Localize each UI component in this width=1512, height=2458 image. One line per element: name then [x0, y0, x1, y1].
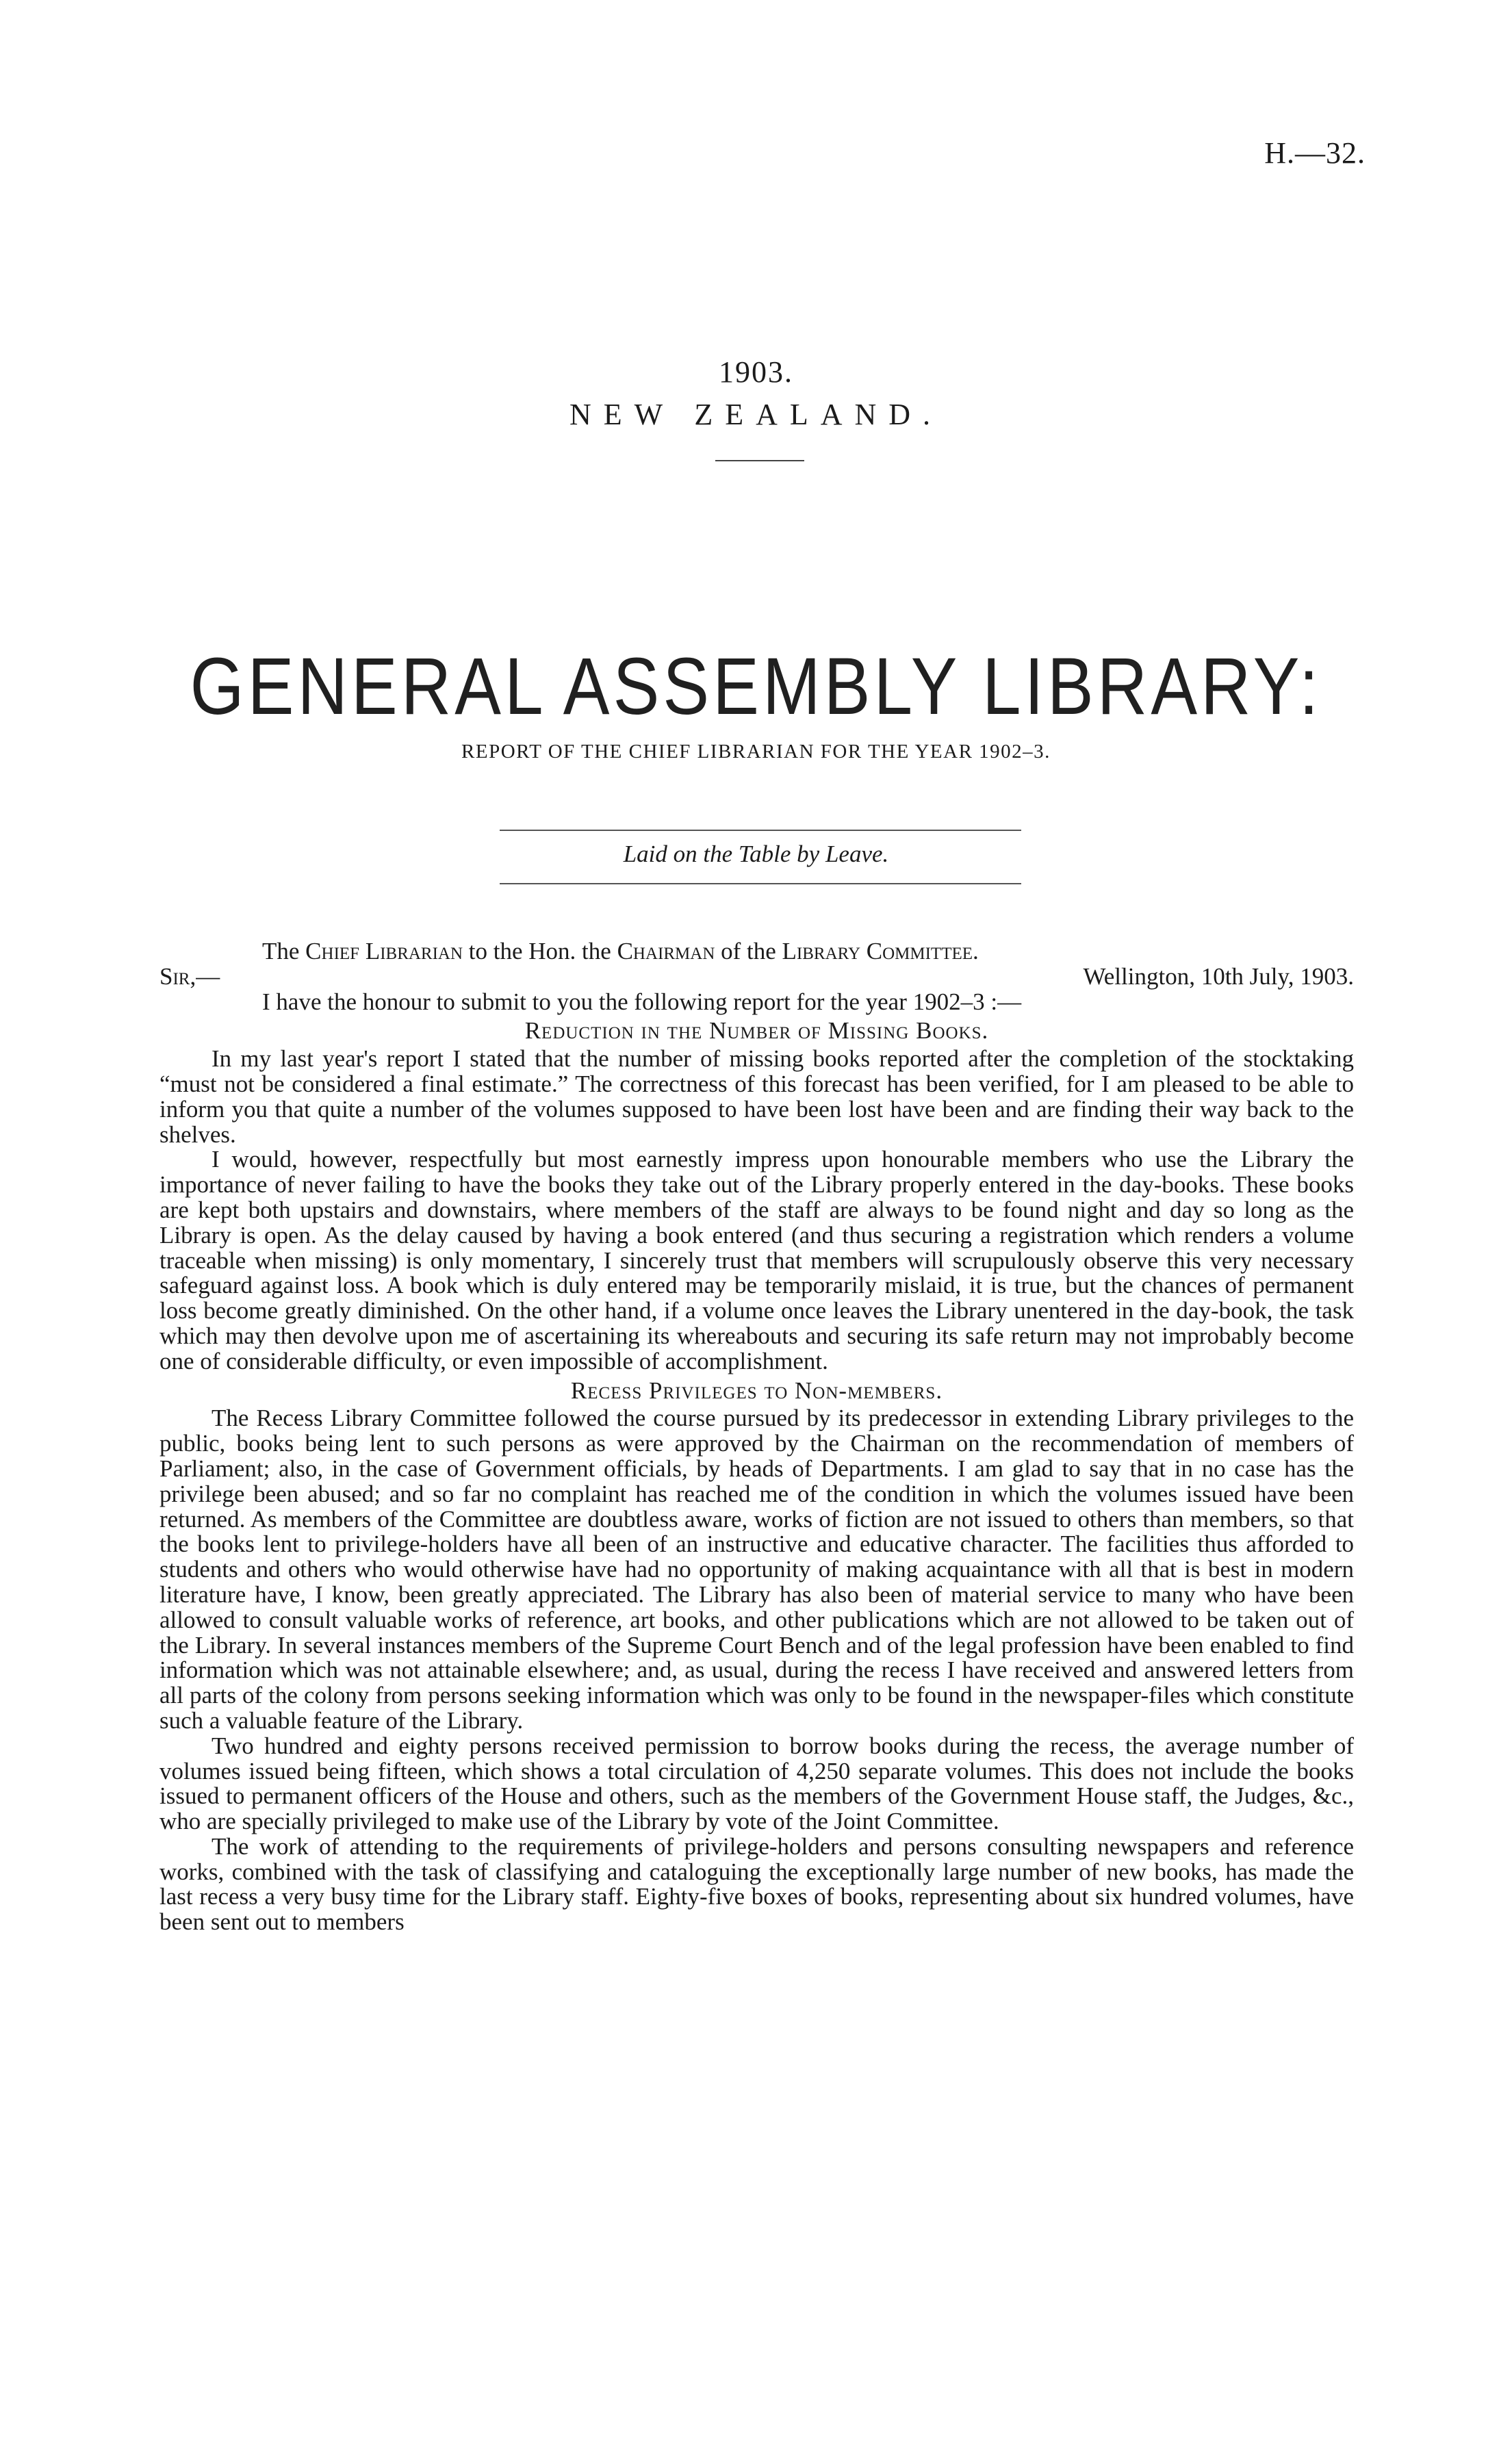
salutation: Sir,— — [159, 962, 220, 990]
laid-on-table-note: Laid on the Table by Leave. — [623, 841, 889, 867]
paragraph: In my last year's report I stated that the number of missing books reported after the completion of the stocktaking “must not be considered a final estimate.” The correctness of this forecast has been verified, for I am pleased to be able to inform you that quite a number of the volumes supposed to have been lost have been and are finding their way back to the shelves. — [159, 1045, 1354, 1148]
document-subtitle: REPORT OF THE CHIEF LIBRARIAN FOR THE YEAR 1902–3. — [461, 741, 1051, 763]
document-title: GENERAL ASSEMBLY LIBRARY: — [190, 641, 1322, 732]
document-reference: H.—32. — [1264, 136, 1366, 170]
paragraph: The Recess Library Committee followed the course pursued by its predecessor in extending Library privileges to the public, books being lent to such persons as were approved by the Chairman on the recommendation of members of Parliament; also, in the case of Government officials, by heads of Departments. I am glad to say that in no case has the privilege been abused; and so far no complaint has reached me of the condition in which the volumes issued have been returned. As members of the Committee are doubtless aware, works of fiction are not issued to others than members, so that the books lent to privilege-holders have all been of an instructive and educative character. The facilities thus afforded to students and others who would otherwise have had no opportunity of making acquaintance with all that is best in modern literature have, I know, been greatly appreciated. The Library has also been of material service to many who have been allowed to consult valuable works of reference, art books, and other publications which are not allowed to be taken out of the Library. In several instances members of the Supreme Court Bench and of the legal profession have been enabled to find information which was not attainable elsewhere; and, as usual, during the recess I have received and answered letters from all parts of the colony from persons seeking information which was only to be found in the newspaper-files which constitute such a valuable feature of the Library. — [159, 1405, 1354, 1734]
section-heading: Recess Privileges to Non-members. — [570, 1377, 943, 1404]
document-country: NEW ZEALAND. — [569, 398, 943, 431]
opening-line: I have the honour to submit to you the following report for the year 1902–3 :— — [262, 988, 1022, 1015]
paragraph: Two hundred and eighty persons received permission to borrow books during the recess, the average number of volumes issued being fifteen, which shows a total circulation of 4,250 separate volumes. This does not include the books issued to permanent officers of the House and others, such as the members of the Government House staff, the Judges, &c., who are specially privileged to make use of the Library by vote of the Joint Committee. — [159, 1732, 1354, 1835]
divider-rule-top — [500, 830, 1021, 831]
divider-rule-bottom — [500, 883, 1021, 884]
letter-address: The Chief Librarian to the Hon. the Chairman of the Library Committee. — [262, 938, 979, 964]
place-date: Wellington, 10th July, 1903. — [1083, 962, 1354, 990]
divider-rule — [715, 460, 804, 461]
section-heading: Reduction in the Number of Missing Books. — [524, 1017, 989, 1045]
document-year: 1903. — [719, 355, 793, 389]
paragraph: The work of attending to the requirements of privilege-holders and persons consulting newspapers and reference works, combined with the task of classifying and cataloguing the exceptionally large number of new books, has made the last recess a very busy time for the Library staff. Eighty-five boxes of books, representing about six hundred volumes, have been sent out to members — [159, 1832, 1354, 1936]
salutation-line — [159, 964, 1354, 990]
report-body — [159, 939, 1354, 1935]
paragraph: I would, however, respectfully but most earnestly impress upon honourable members who use the Library the importance of never failing to have the books they take out of the Library properly entered in the day-books. These books are kept both upstairs and downstairs, where members of the staff are always to be found night and day so long as the Library is open. As the delay caused by having a book entered (and thus securing a registration which renders a volume traceable when missing) is only momentary, I sincerely trust that members will scrupulously observe this very necessary safeguard against loss. A book which is duly entered may be temporarily mislaid, it is true, but the chances of permanent loss become greatly diminished. On the other hand, if a volume once leaves the Library unentered in the day-book, the task which may then devolve upon me of ascertaining its whereabouts and securing its safe return may not improbably become one of considerable difficulty, or even impossible of accomplishment. — [159, 1146, 1354, 1374]
